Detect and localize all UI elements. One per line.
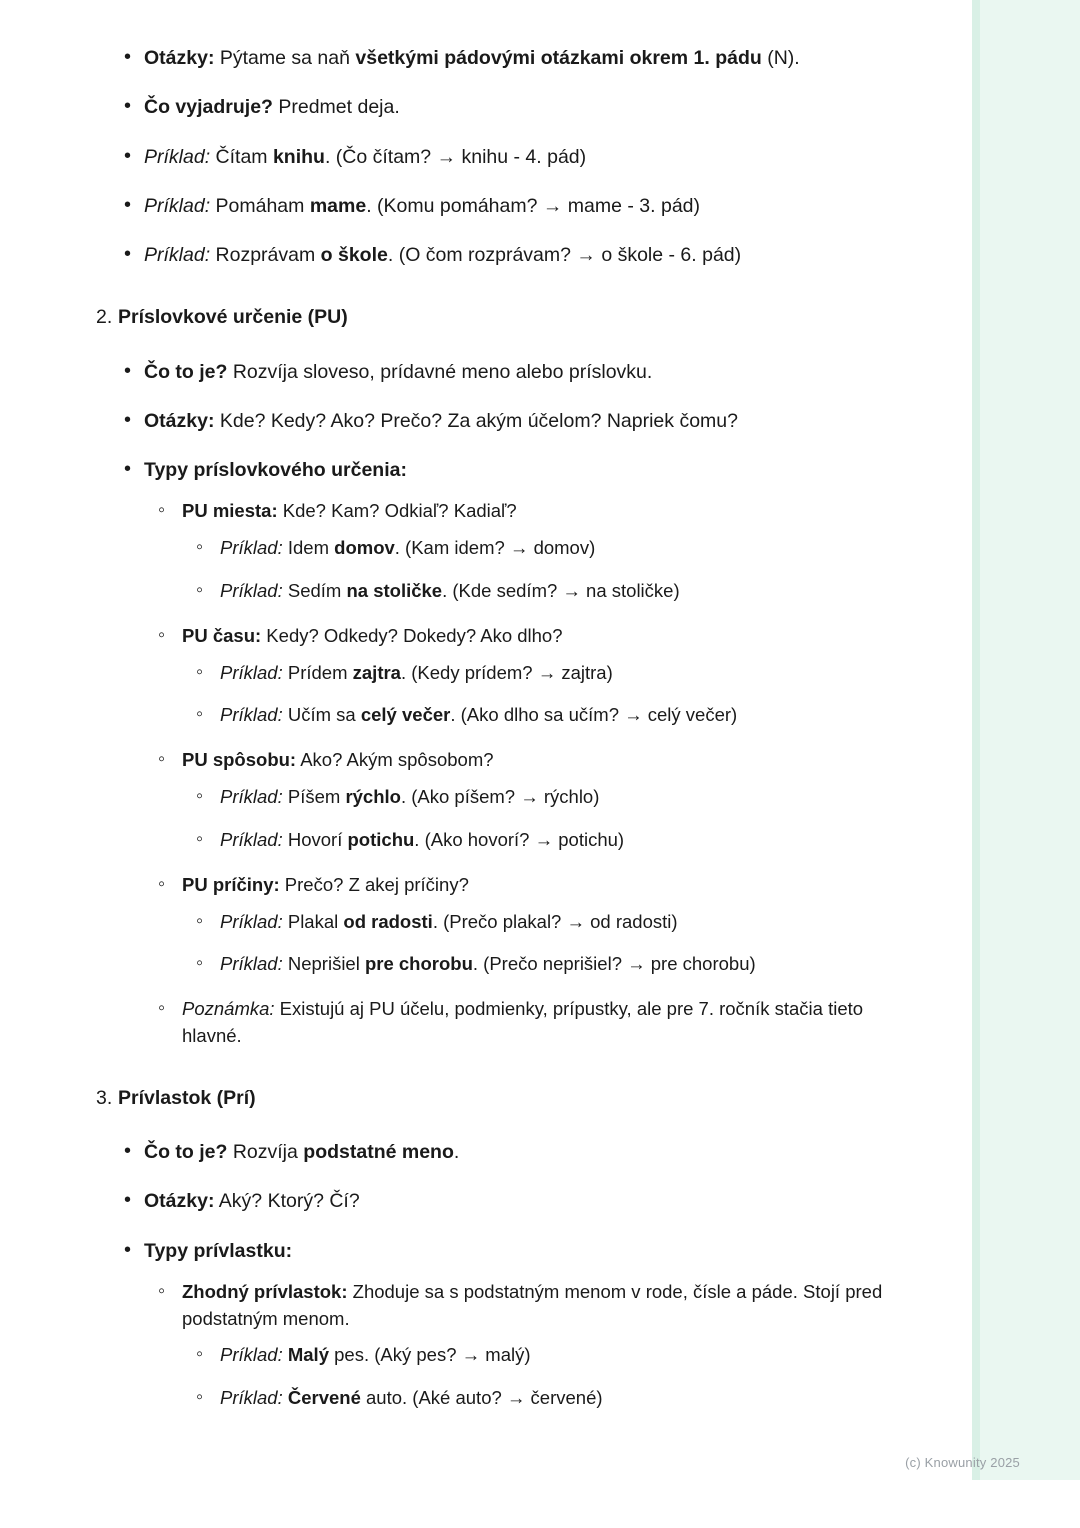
section-number: 2. (96, 306, 113, 329)
example-text-pre: Učím sa (282, 704, 361, 726)
bullet-text-bold: podstatné meno (303, 1141, 454, 1164)
types-label: Typy prívlastku: (144, 1239, 293, 1262)
example-lead: Príklad: (220, 1387, 283, 1409)
list-item (182, 951, 896, 978)
example-lead: Príklad: (220, 953, 283, 975)
bullet-text-bold: mame (309, 194, 367, 217)
bullet-lead: Otázky: (144, 409, 215, 432)
section-title: Príslovkové určenie (PU) (118, 306, 348, 329)
note-text: Existujú aj PU účelu, podmienky, prípustky, ale pre 7. ročník stačia tieto hlavné. (182, 998, 864, 1046)
list-item (144, 1279, 896, 1412)
bullet-lead: Otázky: (144, 1190, 215, 1213)
list-item (182, 784, 896, 811)
pri-example-list (182, 1342, 896, 1412)
bullet-lead: Čo to je? (144, 1141, 228, 1164)
example-text-post: . (Ako dlho sa učím? → celý večer) (450, 704, 738, 726)
page-edge-strip-inner (972, 0, 980, 1480)
example-text-pre: Hovorí (282, 828, 348, 850)
list-item (144, 747, 896, 853)
intro-bullet-list (96, 44, 896, 269)
list-item (96, 1187, 896, 1215)
example-text-bold: celý večer (360, 704, 451, 726)
types-label: Typy príslovkového určenia: (144, 459, 407, 482)
example-text-post: . (Kedy prídem? → zajtra) (400, 661, 613, 683)
example-text-bold: Malý (287, 1344, 329, 1366)
example-text-post: . (Kde sedím? → na stoličke) (442, 580, 680, 602)
example-text-bold: pre chorobu (364, 953, 473, 975)
section2-bullet-list (96, 358, 896, 1050)
example-text-bold: rýchlo (345, 786, 401, 808)
pu-type-list (144, 498, 896, 1049)
example-text-bold: potichu (347, 828, 415, 850)
example-text-pre: Sedím (282, 580, 347, 602)
list-item (182, 1342, 896, 1369)
pu-type-lead: PU spôsobu: (182, 749, 297, 771)
example-text-post: . (Ako hovorí? → potichu) (414, 828, 625, 850)
bullet-text-bold: všetkými pádovými otázkami okrem 1. pádu (355, 47, 762, 69)
section3-bullet-list (96, 1138, 896, 1412)
example-text-post: . (Prečo plakal? → od radosti) (432, 910, 678, 932)
bullet-lead: Príklad: (144, 244, 211, 267)
pu-type-lead: PU príčiny: (182, 873, 280, 895)
note-item (144, 996, 896, 1050)
section-number: 3. (96, 1086, 113, 1109)
pri-type-list (144, 1279, 896, 1412)
list-item (182, 660, 896, 687)
list-item (144, 498, 896, 604)
example-text-post: . (Ako píšem? → rýchlo) (400, 786, 600, 808)
example-text-bold: domov (334, 537, 395, 559)
list-item (96, 241, 896, 269)
bullet-lead: Čo to je? (144, 360, 228, 383)
example-lead: Príklad: (220, 580, 283, 602)
page-edge-strip (972, 0, 1080, 1480)
bullet-text-pre: Predmet deja. (272, 96, 400, 119)
list-item (96, 44, 896, 72)
list-item (96, 93, 896, 121)
pu-type-text: Kde? Kam? Odkiaľ? Kadiaľ? (277, 500, 517, 522)
bullet-text-pre: Čítam (210, 145, 273, 168)
example-text-pre: Plakal (282, 910, 344, 932)
example-text-pre: Prídem (282, 661, 353, 683)
list-item (96, 192, 896, 220)
bullet-text-pre: Rozvíja (227, 1141, 304, 1164)
bullet-text-post: (N). (761, 47, 800, 69)
example-text-pre: Idem (282, 537, 335, 559)
bullet-lead: Čo vyjadruje? (144, 96, 273, 119)
example-text-bold: od radosti (343, 910, 433, 932)
example-lead: Príklad: (220, 537, 283, 559)
pu-type-text: Prečo? Z akej príčiny? (279, 873, 469, 895)
example-lead: Príklad: (220, 1344, 283, 1366)
pu-example-list (182, 535, 896, 605)
example-text-post: . (Kam idem? → domov) (394, 537, 596, 559)
section-heading-2 (96, 303, 896, 331)
bullet-text-bold: o škole (320, 244, 388, 267)
bullet-text-post: . (O čom rozprávam? → o škole - 6. pád) (387, 244, 742, 267)
example-text-pre: Neprišiel (282, 953, 365, 975)
bullet-lead: Otázky: (144, 47, 215, 69)
list-item (144, 623, 896, 729)
example-lead: Príklad: (220, 661, 283, 683)
pri-type-lead: Zhodný prívlastok: (182, 1280, 348, 1302)
bullet-text-pre: Pýtame sa naň (214, 47, 356, 69)
example-text-bold: zajtra (352, 661, 401, 683)
list-item (96, 143, 896, 171)
pri-type-text: Zhoduje sa s podstatným menom v rode, čísle a páde. Stojí pred podstatným menom. (182, 1280, 883, 1329)
bullet-text-post: . (453, 1141, 460, 1164)
section-title: Prívlastok (Prí) (118, 1086, 256, 1109)
list-item (96, 456, 896, 1050)
copyright-watermark: (c) Knowunity 2025 (905, 1455, 1020, 1470)
example-lead: Príklad: (220, 704, 283, 726)
bullet-text-post: . (Komu pomáham? → mame - 3. pád) (366, 194, 700, 217)
list-item (96, 407, 896, 435)
bullet-text-pre: Aký? Ktorý? Čí? (214, 1190, 360, 1213)
list-item (182, 1385, 896, 1412)
bullet-lead: Príklad: (144, 194, 211, 217)
pu-example-list (182, 909, 896, 979)
pu-type-lead: PU miesta: (182, 500, 278, 522)
bullet-text-pre: Rozvíja sloveso, prídavné meno alebo príslovku. (227, 360, 653, 383)
bullet-text-pre: Rozprávam (210, 244, 321, 267)
example-text-post: . (Prečo neprišiel? → pre chorobu) (472, 953, 756, 975)
pu-type-text: Kedy? Odkedy? Dokedy? Ako dlho? (261, 624, 563, 646)
example-lead: Príklad: (220, 828, 283, 850)
document-content (96, 44, 896, 1433)
list-item (182, 578, 896, 605)
pu-type-lead: PU času: (182, 624, 262, 646)
list-item (182, 827, 896, 854)
bullet-lead: Príklad: (144, 145, 211, 168)
list-item (182, 909, 896, 936)
bullet-text-pre: Kde? Kedy? Ako? Prečo? Za akým účelom? Napriek čomu? (214, 409, 738, 432)
example-text-post: auto. (Aké auto? → červené) (360, 1387, 603, 1409)
pu-example-list (182, 784, 896, 854)
example-text-bold: na stoličke (346, 580, 443, 602)
list-item (182, 702, 896, 729)
example-text-bold: Červené (287, 1387, 361, 1409)
bullet-text-bold: knihu (272, 145, 325, 168)
example-text-pre: Píšem (282, 786, 346, 808)
section-heading-3 (96, 1084, 896, 1112)
pu-type-text: Ako? Akým spôsobom? (296, 749, 494, 771)
bullet-text-pre: Pomáham (210, 194, 310, 217)
example-lead: Príklad: (220, 786, 283, 808)
note-lead: Poznámka: (182, 998, 275, 1020)
pu-example-list (182, 660, 896, 730)
example-lead: Príklad: (220, 910, 283, 932)
bullet-text-post: . (Čo čítam? → knihu - 4. pád) (324, 145, 587, 168)
list-item (96, 358, 896, 386)
list-item (96, 1138, 896, 1166)
example-text-post: pes. (Aký pes? → malý) (329, 1344, 531, 1366)
list-item (96, 1237, 896, 1413)
list-item (144, 872, 896, 978)
list-item (182, 535, 896, 562)
